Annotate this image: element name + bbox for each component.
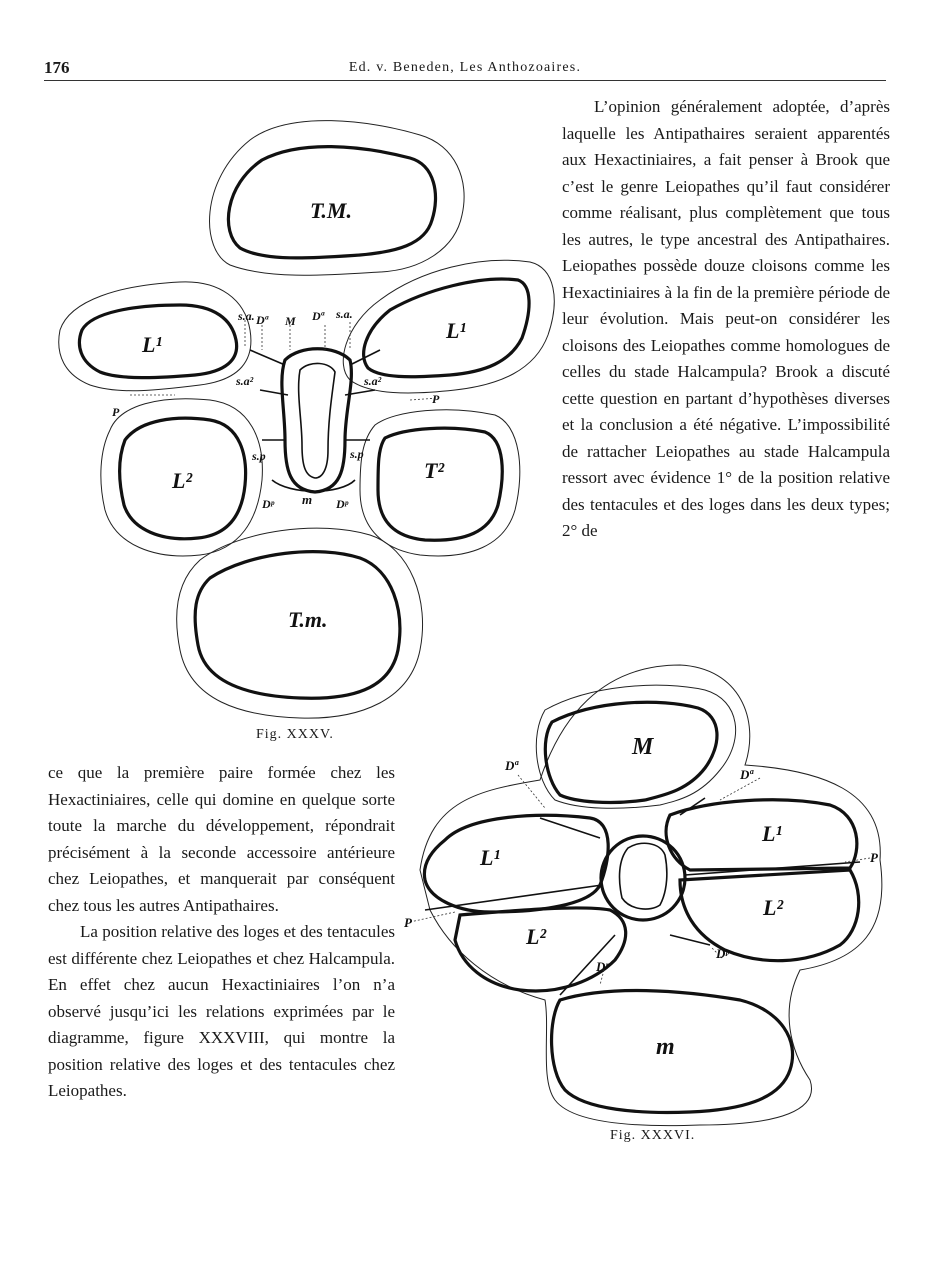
fig36-l1right (666, 800, 857, 870)
fig36-label-p-right: P (870, 850, 878, 865)
fig36-label-l2-left: L² (526, 924, 547, 949)
right-column (562, 94, 890, 545)
fig36-label-dp-left: Dᵖ (596, 959, 610, 974)
fig35-pharynx (282, 349, 352, 492)
fig35-label-dp-right: Dᵖ (336, 497, 349, 511)
fig35-label-m-bottom: m (302, 492, 313, 507)
fig35-label-l1-left: L¹ (142, 332, 163, 357)
fig35-label-tm-lower: T.m. (288, 607, 328, 632)
fig35-caption: Fig. XXXV. (256, 727, 334, 742)
fig35-pharynx-inner (299, 363, 335, 478)
fig36-label-p-left: P (404, 915, 412, 930)
fig36-septa (425, 798, 860, 995)
fig36-central-ring (601, 836, 685, 920)
fig36-label-l2-right: L² (763, 895, 784, 920)
fig35-label-sa-right: s.a. (336, 307, 353, 321)
fig36-label-l1-left: L¹ (480, 845, 501, 870)
right-paragraph: L’opinion généralement adoptée, d’après laquelle les Antipathaires seraient apparentés aux Hexactiniaires, a fait penser à Brook que c’est le genre Leiopathes qu’il faut considérer comme réalisant, plus complètement que tous les autres, le type ancestral des Antipathaires. Leiopathes possède douze cloisons comme les Hexactiniaires à la fin de la première période de leur évolution. Mais peut-on considérer les cloisons des Leiopathes comme homologues de celles du stade Halcampula? Brook a discuté cette question en partant d’hypothèses diverses et la conclusion a été négative. L’impossibilité de rattacher Leiopathes au stade Halcampula ressort avec évidence 1° de la position relative des tentacules et des loges dans les deux types; 2° de (562, 97, 890, 540)
fig36-label-m-lower: m (656, 1034, 675, 1060)
fig36-central-inner (620, 843, 667, 909)
fig35-label-l1-right: L¹ (446, 318, 467, 343)
fig36-m-bottom (552, 991, 793, 1113)
fig36-l2right (680, 870, 859, 961)
fig35-label-p-right: P (432, 392, 440, 406)
fig35-label-dp-left: Dᵖ (262, 497, 275, 511)
left-paragraph-1: ce que la première paire formée chez les Hexactiniaires, celle qui domine en quelque sorte toute la marche du développement, répondrait précisément à la seconde accessoire antérieure chez Leiopathes, et manquerait par conséquent chez tous les autres Antipathaires. (48, 763, 395, 915)
fig35-label-t2: T² (424, 458, 445, 483)
fig36-l1left (424, 815, 608, 912)
fig36-l2left (455, 908, 626, 991)
fig36-label-l1-right: L¹ (762, 821, 783, 846)
fig35-label-da-left: Dª (256, 313, 268, 327)
left-column (48, 760, 395, 1105)
fig35-label-sp-left: s.p (252, 449, 266, 463)
fig36-label-da-right: Dª (740, 767, 753, 782)
fig35-label-da-right: Dª (312, 309, 324, 323)
fig35-label-p-left: P (112, 405, 120, 419)
fig36-pointers (410, 775, 870, 985)
fig35-label-sa2-left: s.a² (236, 374, 254, 388)
left-paragraph-2: La position relative des loges et des tentacules est différente chez Leiopathes et chez Halcampula. En effet chez aucun Hexactiniaires l’on n’a observé jusqu’ici les relations exprimées par le diagramme, figure XXXVIII, qui montre la position relative des loges et des tentacules chez Leiopathes. (48, 922, 395, 1100)
fig36-label-da-left: Dª (505, 758, 518, 773)
fig36-label-m: M (632, 734, 654, 760)
fig35-label-sa-left: s.a. (238, 309, 255, 323)
page-number: 176 (44, 58, 70, 77)
fig35-label-tm: T.M. (310, 198, 352, 223)
fig35-label-sp-right: s.p (350, 447, 364, 461)
fig36-caption: Fig. XXXVI. (610, 1128, 696, 1143)
fig35-t2-inner (378, 428, 502, 540)
running-title: Ed. v. Beneden, Les Anthozoaires. (348, 60, 582, 75)
fig35-label-sa2-right: s.a² (364, 374, 382, 388)
fig35-label-l2: L² (172, 468, 193, 493)
fig36-label-dp-right: Dᵖ (716, 946, 730, 961)
fig35-label-m-top: M (285, 314, 296, 328)
